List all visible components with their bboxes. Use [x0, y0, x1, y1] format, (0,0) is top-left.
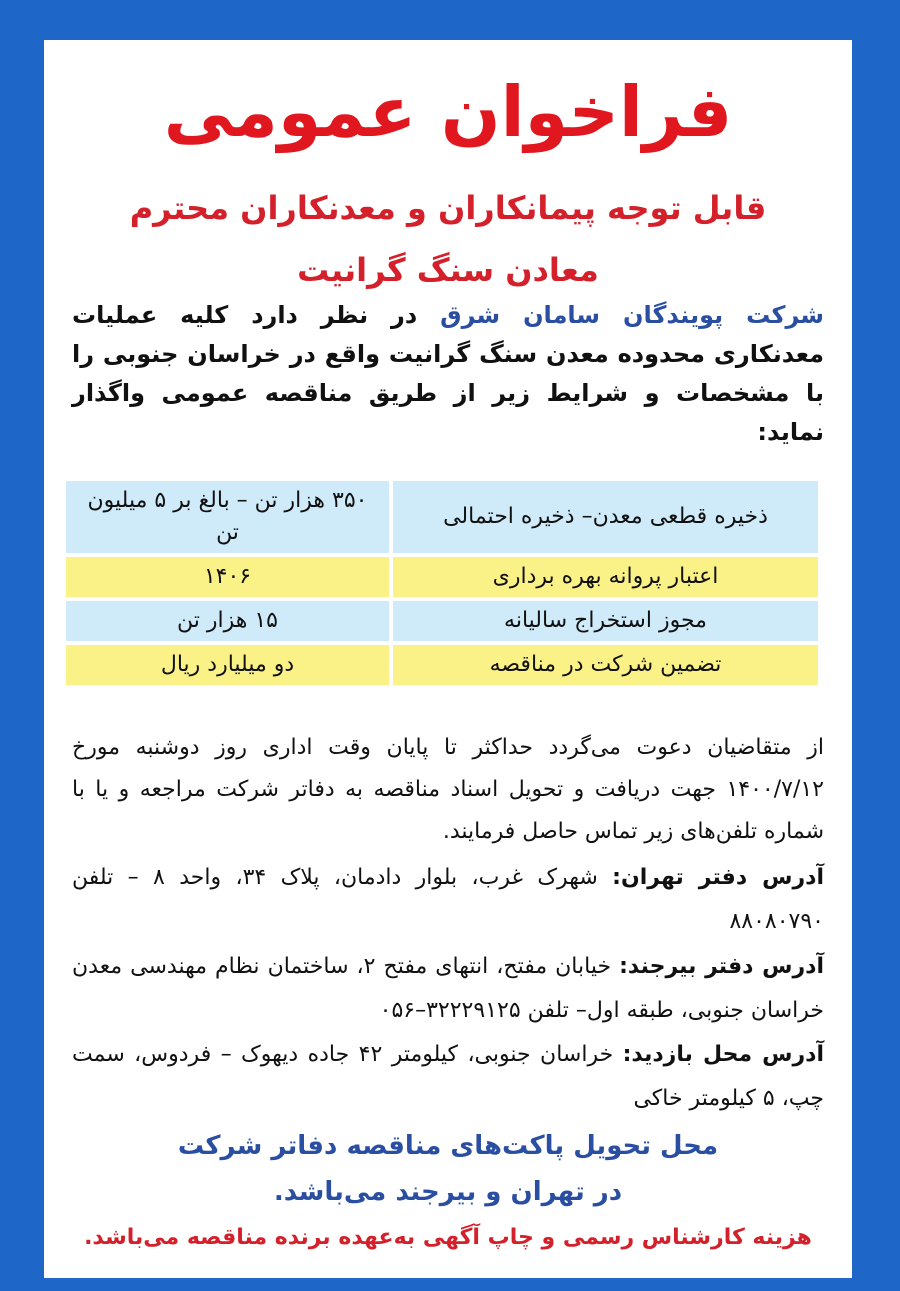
subtitle-line-1: قابل توجه پیمانکاران و معدنکاران محترم [129, 189, 767, 227]
delivery-line-1: محل تحویل پاکت‌های مناقصه دفاتر شرکت [177, 1131, 719, 1161]
spec-value: ۳۵۰ هزار تن – بالغ بر ۵ میلیون تن [66, 481, 389, 553]
spec-label: مجوز استخراج سالیانه [393, 601, 818, 641]
subtitle-line-2: معادن سنگ گرانیت [297, 251, 599, 289]
intro-paragraph [72, 296, 824, 452]
table-row [66, 601, 818, 641]
headline: فراخوان عمومی [163, 71, 733, 153]
table-row [66, 557, 818, 597]
intro-text: در نظر دارد کلیه عملیات معدنکاری محدوده معدن سنگ گرانیت واقع در خراسان جنوبی را با مشخصات و شرایط زیر از طریق مناقصه عمومی واگذار نماید: [72, 301, 824, 446]
specs-table [62, 477, 822, 689]
spec-value: ۱۵ هزار تن [66, 601, 389, 641]
address-tehran [72, 856, 824, 944]
table-row [66, 645, 818, 685]
spec-label: تضمین شرکت در مناقصه [393, 645, 818, 685]
spec-value: ۱۴۰۶ [66, 557, 389, 597]
address-visit [72, 1033, 824, 1121]
table-row [66, 481, 818, 553]
address-label: آدرس دفتر تهران: [612, 865, 824, 890]
address-label: آدرس دفتر بیرجند: [619, 954, 824, 979]
body-text: از متقاضیان دعوت می‌گردد حداکثر تا پایان وقت اداری روز دوشنبه مورخ ۱۴۰۰/۷/۱۲ جهت دریافت و تحویل اسناد مناقصه به دفاتر شرکت مراجعه و یا با شماره تلفن‌های زیر تماس حاصل فرمایند. [72, 735, 824, 844]
spec-value: دو میلیارد ریال [66, 645, 389, 685]
address-text: شهرک غرب، بلوار دادمان، پلاک ۳۴، واحد ۸ – تلفن ۸۸۰۸۰۷۹۰ [72, 865, 824, 934]
spec-label: ذخیره قطعی معدن– ذخیره احتمالی [393, 481, 818, 553]
address-text: خراسان جنوبی، کیلومتر ۴۲ جاده دیهوک – فردوس، سمت چپ، ۵ کیلومتر خاکی [72, 1042, 824, 1111]
address-label: آدرس محل بازدید: [622, 1042, 825, 1067]
delivery-line-2: در تهران و بیرجند می‌باشد. [273, 1177, 623, 1207]
spec-label: اعتبار پروانه بهره برداری [393, 557, 818, 597]
company-name: شرکت پویندگان سامان شرق [440, 301, 824, 329]
address-text: خیابان مفتح، انتهای مفتح ۲، ساختمان نظام مهندسی معدن خراسان جنوبی، طبقه اول– تلفن ۳۲۲۲۹۱۲۵–۰۵۶ [72, 954, 824, 1023]
cost-note: هزینه کارشناس رسمی و چاپ آگهی به‌عهده برنده مناقصه می‌باشد. [84, 1225, 812, 1250]
address-birjand [72, 945, 824, 1033]
